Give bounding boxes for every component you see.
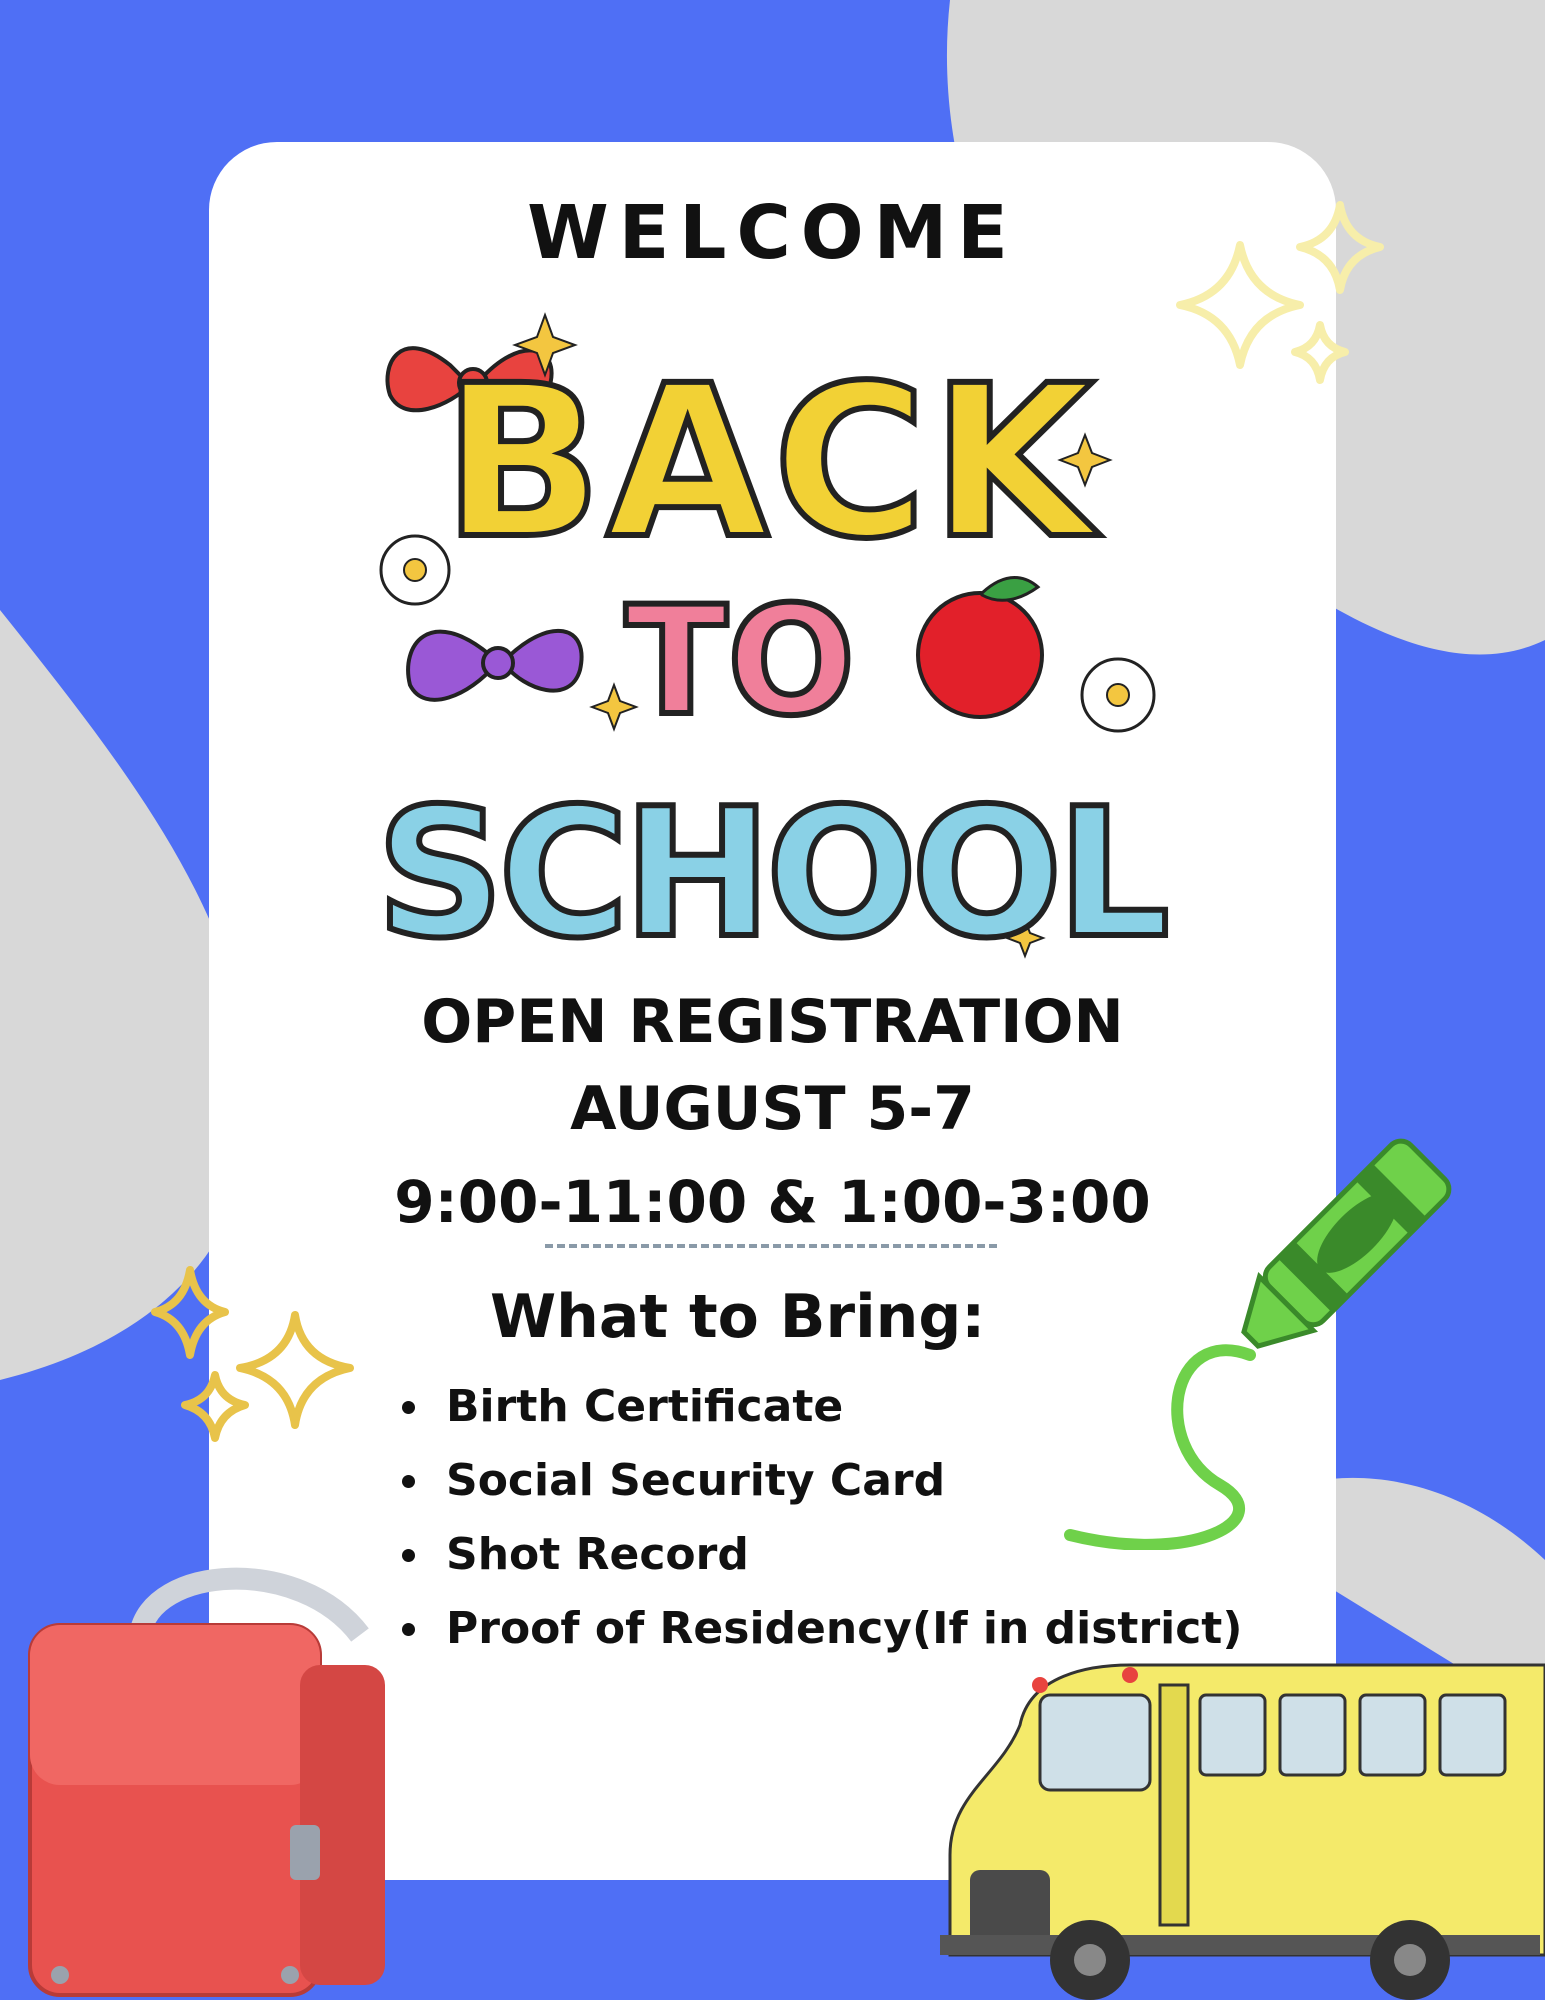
art-word-school: SCHOOL xyxy=(376,770,1164,960)
registration-title: OPEN REGISTRATION xyxy=(421,987,1124,1057)
list-item-text: Social Security Card xyxy=(446,1455,946,1506)
list-item-text: Proof of Residency(If in district) xyxy=(446,1603,1243,1654)
apple-icon xyxy=(918,577,1042,717)
art-word-to: TO xyxy=(625,575,855,749)
list-item-text: Shot Record xyxy=(446,1529,749,1580)
daisy-icon-left xyxy=(381,536,449,604)
what-to-bring-heading: What to Bring: xyxy=(490,1282,986,1352)
art-word-back: BACK xyxy=(442,340,1098,585)
crayon-icon xyxy=(1050,1125,1470,1550)
registration-dates: AUGUST 5-7 xyxy=(570,1074,975,1144)
dashed-divider xyxy=(545,1244,997,1248)
bullet-icon xyxy=(402,1401,415,1414)
daisy-icon-right xyxy=(1082,659,1154,731)
list-item-text: Birth Certificate xyxy=(446,1381,844,1432)
registration-times: 9:00-11:00 & 1:00-3:00 xyxy=(394,1168,1151,1236)
purple-bow-icon xyxy=(408,631,581,700)
bullet-icon xyxy=(402,1475,415,1488)
sparkles-top-right-icon xyxy=(1170,195,1400,395)
backpack-icon xyxy=(0,1545,410,2000)
back-to-school-artwork xyxy=(370,305,1170,960)
school-bus-icon xyxy=(930,1655,1545,2000)
sparkles-left-icon xyxy=(140,1260,360,1460)
welcome-heading: WELCOME xyxy=(527,190,1018,276)
